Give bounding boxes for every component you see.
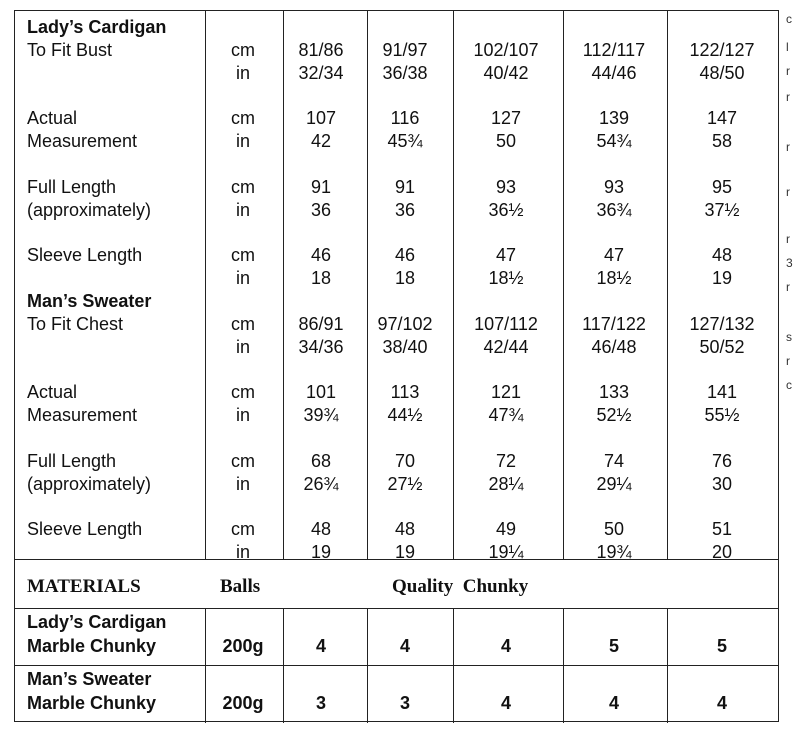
row-label: (approximately) <box>27 474 152 494</box>
value-in: 50/52 <box>699 337 745 357</box>
unit-cm: cm <box>231 314 255 334</box>
unit-in: in <box>235 474 250 494</box>
value-in: 45¾ <box>387 131 423 151</box>
value-cm: 93 <box>495 177 517 197</box>
row-label: To Fit Bust <box>27 40 113 60</box>
ball-count: 3 <box>315 693 326 713</box>
value-cm: 49 <box>495 519 517 539</box>
ball-count: 4 <box>315 636 326 656</box>
value-in: 44½ <box>387 405 423 425</box>
ball-count: 4 <box>500 693 511 713</box>
value-cm: 93 <box>603 177 625 197</box>
value-in: 19¾ <box>596 542 632 562</box>
value-in: 19 <box>394 542 416 562</box>
ball-count: 4 <box>399 636 410 656</box>
material-yarn: Marble Chunky <box>27 636 157 656</box>
row-label: Sleeve Length <box>27 245 143 265</box>
value-cm: 48 <box>310 519 332 539</box>
value-cm: 46 <box>394 245 416 265</box>
value-cm: 46 <box>310 245 332 265</box>
value-in: 27½ <box>387 474 423 494</box>
value-in: 48/50 <box>699 63 745 83</box>
unit-cm: cm <box>231 451 255 471</box>
value-in: 55½ <box>704 405 740 425</box>
value-cm: 76 <box>711 451 733 471</box>
value-in: 54¾ <box>596 131 632 151</box>
value-cm: 102/107 <box>473 40 539 60</box>
value-cm: 48 <box>711 245 733 265</box>
unit-in: in <box>235 131 250 151</box>
value-cm: 86/91 <box>298 314 344 334</box>
value-in: 19 <box>711 268 733 288</box>
value-cm: 51 <box>711 519 733 539</box>
unit-in: in <box>235 268 250 288</box>
value-in: 36 <box>394 200 416 220</box>
value-cm: 139 <box>598 108 630 128</box>
value-cm: 97/102 <box>377 314 433 334</box>
unit-cm: cm <box>231 382 255 402</box>
unit-in: in <box>235 337 250 357</box>
value-in: 36/38 <box>382 63 428 83</box>
ball-count: 4 <box>608 693 619 713</box>
row-separator <box>15 608 778 609</box>
ball-count: 3 <box>399 693 410 713</box>
value-cm: 101 <box>305 382 337 402</box>
ball-count: 5 <box>716 636 727 656</box>
value-cm: 48 <box>394 519 416 539</box>
value-in: 36¾ <box>596 200 632 220</box>
value-cm: 112/117 <box>582 40 646 60</box>
unit-in: in <box>235 405 250 425</box>
value-in: 40/42 <box>483 63 529 83</box>
value-in: 38/40 <box>382 337 428 357</box>
value-in: 37½ <box>704 200 740 220</box>
quality-heading: Quality Chunky <box>392 576 529 597</box>
value-cm: 91/97 <box>382 40 428 60</box>
unit-in: in <box>235 63 250 83</box>
ball-count: 4 <box>500 636 511 656</box>
value-in: 28¼ <box>488 474 524 494</box>
value-cm: 122/127 <box>689 40 755 60</box>
value-cm: 72 <box>495 451 517 471</box>
value-cm: 141 <box>706 382 738 402</box>
unit-cm: cm <box>231 108 255 128</box>
unit-cm: cm <box>231 519 255 539</box>
value-in: 36½ <box>488 200 524 220</box>
value-cm: 127/132 <box>689 314 755 334</box>
unit-in: in <box>235 542 250 562</box>
value-in: 32/34 <box>298 63 344 83</box>
value-cm: 133 <box>598 382 630 402</box>
ball-count: 5 <box>608 636 619 656</box>
material-weight: 200g <box>222 693 264 713</box>
value-cm: 95 <box>711 177 733 197</box>
value-cm: 81/86 <box>298 40 344 60</box>
value-in: 42 <box>310 131 332 151</box>
cropped-page-edge: c l r r r r r 3 r s r c <box>786 12 793 392</box>
unit-cm: cm <box>231 245 255 265</box>
value-in: 36 <box>310 200 332 220</box>
value-in: 58 <box>711 131 733 151</box>
value-in: 18½ <box>488 268 524 288</box>
row-label: Actual <box>27 108 78 128</box>
balls-heading: Balls <box>220 576 261 597</box>
value-cm: 107 <box>305 108 337 128</box>
value-cm: 70 <box>394 451 416 471</box>
row-label: Actual <box>27 382 78 402</box>
value-cm: 47 <box>603 245 625 265</box>
row-label: (approximately) <box>27 200 152 220</box>
unit-in: in <box>235 200 250 220</box>
value-cm: 74 <box>603 451 625 471</box>
row-label: Full Length <box>27 177 117 197</box>
value-in: 18 <box>394 268 416 288</box>
value-in: 34/36 <box>298 337 344 357</box>
value-in: 42/44 <box>483 337 529 357</box>
value-cm: 107/112 <box>474 314 538 334</box>
value-cm: 47 <box>495 245 517 265</box>
value-cm: 147 <box>706 108 738 128</box>
value-in: 44/46 <box>591 63 637 83</box>
value-in: 20 <box>711 542 733 562</box>
value-in: 52½ <box>596 405 632 425</box>
row-separator <box>15 665 778 666</box>
row-label: Measurement <box>27 405 138 425</box>
value-cm: 127 <box>490 108 522 128</box>
ball-count: 4 <box>716 693 727 713</box>
value-in: 39¾ <box>303 405 339 425</box>
value-in: 29¼ <box>596 474 632 494</box>
materials-heading: MATERIALS <box>27 576 141 597</box>
unit-cm: cm <box>231 40 255 60</box>
value-cm: 116 <box>390 108 420 128</box>
value-in: 19¼ <box>488 542 524 562</box>
section-title-lady: Lady’s Cardigan <box>27 17 167 37</box>
material-name: Man’s Sweater <box>27 669 152 689</box>
value-cm: 68 <box>310 451 332 471</box>
section-title-man: Man’s Sweater <box>27 291 152 311</box>
value-in: 18½ <box>596 268 632 288</box>
value-cm: 50 <box>603 519 625 539</box>
value-in: 46/48 <box>591 337 637 357</box>
value-in: 19 <box>310 542 332 562</box>
material-yarn: Marble Chunky <box>27 693 157 713</box>
row-label: Measurement <box>27 131 138 151</box>
size-table <box>14 10 779 722</box>
value-in: 18 <box>310 268 332 288</box>
value-cm: 113 <box>390 382 420 402</box>
material-name: Lady’s Cardigan <box>27 612 167 632</box>
value-in: 47¾ <box>488 405 524 425</box>
value-cm: 91 <box>310 177 332 197</box>
unit-cm: cm <box>231 177 255 197</box>
row-label: Sleeve Length <box>27 519 143 539</box>
value-in: 26¾ <box>303 474 339 494</box>
value-cm: 117/122 <box>582 314 646 334</box>
value-cm: 121 <box>490 382 522 402</box>
value-in: 50 <box>495 131 517 151</box>
material-weight: 200g <box>222 636 264 656</box>
value-in: 30 <box>711 474 733 494</box>
row-label: Full Length <box>27 451 117 471</box>
row-label: To Fit Chest <box>27 314 124 334</box>
value-cm: 91 <box>394 177 416 197</box>
